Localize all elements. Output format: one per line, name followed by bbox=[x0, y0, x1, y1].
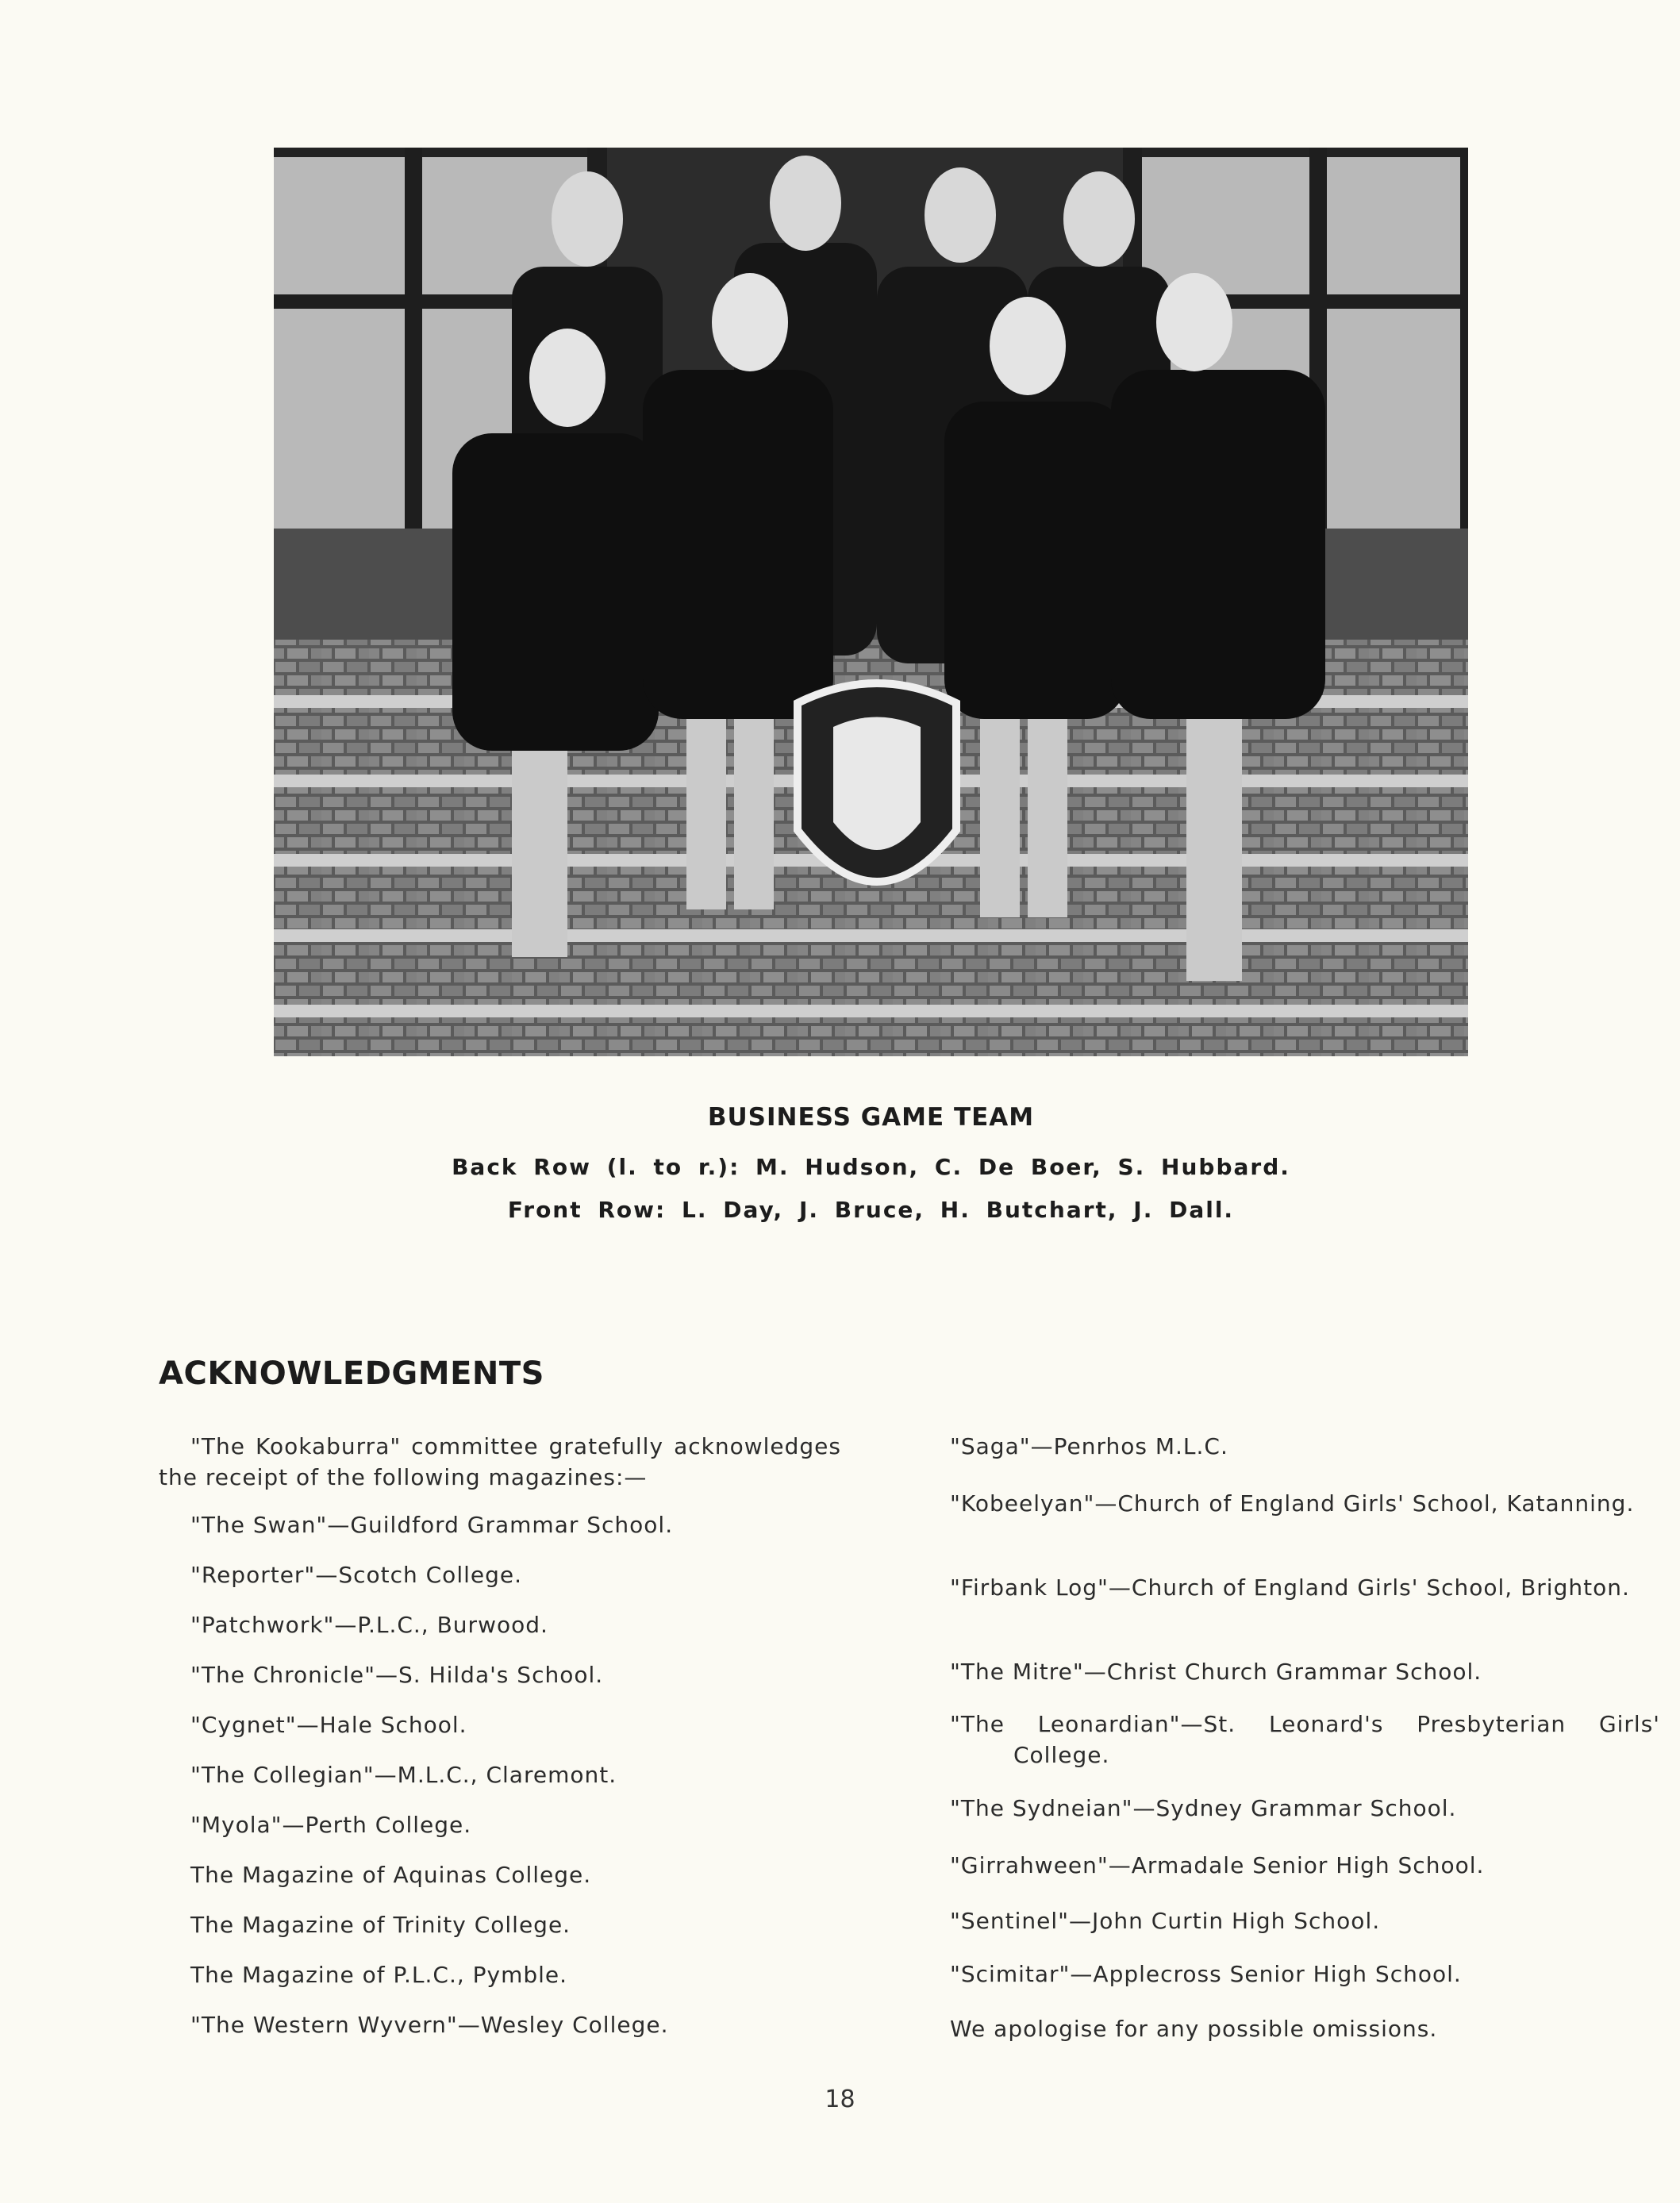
list-item: The Magazine of Trinity College. bbox=[190, 1912, 571, 1938]
list-item: "Reporter"—Scotch College. bbox=[190, 1562, 522, 1588]
photo-caption-front-row: Front Row: L. Day, J. Bruce, H. Butchart, J. Dall. bbox=[507, 1197, 1235, 1223]
list-item: "The Leonardian"—St. Leonard's Presbyterian Girls' College. bbox=[950, 1711, 1660, 1768]
photo-caption-title: BUSINESS GAME TEAM bbox=[707, 1103, 1035, 1132]
list-item: "The Chronicle"—S. Hilda's School. bbox=[190, 1662, 604, 1688]
list-item: "Myola"—Perth College. bbox=[190, 1812, 472, 1838]
list-item: "Patchwork"—P.L.C., Burwood. bbox=[190, 1612, 548, 1638]
list-item: "The Sydneian"—Sydney Grammar School. bbox=[950, 1795, 1457, 1821]
list-item: The Magazine of P.L.C., Pymble. bbox=[190, 1962, 568, 1988]
list-item: "The Western Wyvern"—Wesley College. bbox=[190, 2012, 669, 2038]
list-item: "Cygnet"—Hale School. bbox=[190, 1712, 467, 1738]
list-item: "Sentinel"—John Curtin High School. bbox=[950, 1908, 1381, 1934]
list-item: The Magazine of Aquinas College. bbox=[190, 1862, 592, 1888]
list-item: "The Swan"—Guildford Grammar School. bbox=[190, 1512, 674, 1538]
intro-paragraph: "The Kookaburra" committee gratefully acknowledges the receipt of the following magazines:— bbox=[159, 1433, 841, 1490]
list-item: "Saga"—Penrhos M.L.C. bbox=[950, 1433, 1228, 1459]
page-number: 18 bbox=[825, 2086, 855, 2113]
closing-note: We apologise for any possible omissions. bbox=[950, 2016, 1438, 2042]
list-item: "Girrahween"—Armadale Senior High School. bbox=[950, 1852, 1485, 1878]
section-heading: ACKNOWLEDGMENTS bbox=[159, 1355, 544, 1392]
list-item: "Scimitar"—Applecross Senior High School. bbox=[950, 1961, 1462, 1987]
list-item: "The Mitre"—Christ Church Grammar School. bbox=[950, 1659, 1482, 1685]
list-item: "Firbank Log"—Church of England Girls' School, Brighton. bbox=[950, 1574, 1630, 1601]
list-item: "The Collegian"—M.L.C., Claremont. bbox=[190, 1762, 617, 1788]
list-item: "Kobeelyan"—Church of England Girls' School, Katanning. bbox=[950, 1490, 1635, 1517]
team-photo-image bbox=[274, 148, 1468, 1056]
photo-caption-back-row: Back Row (l. to r.): M. Hudson, C. De Boer, S. Hubbard. bbox=[452, 1154, 1290, 1180]
team-photo bbox=[274, 148, 1468, 1056]
